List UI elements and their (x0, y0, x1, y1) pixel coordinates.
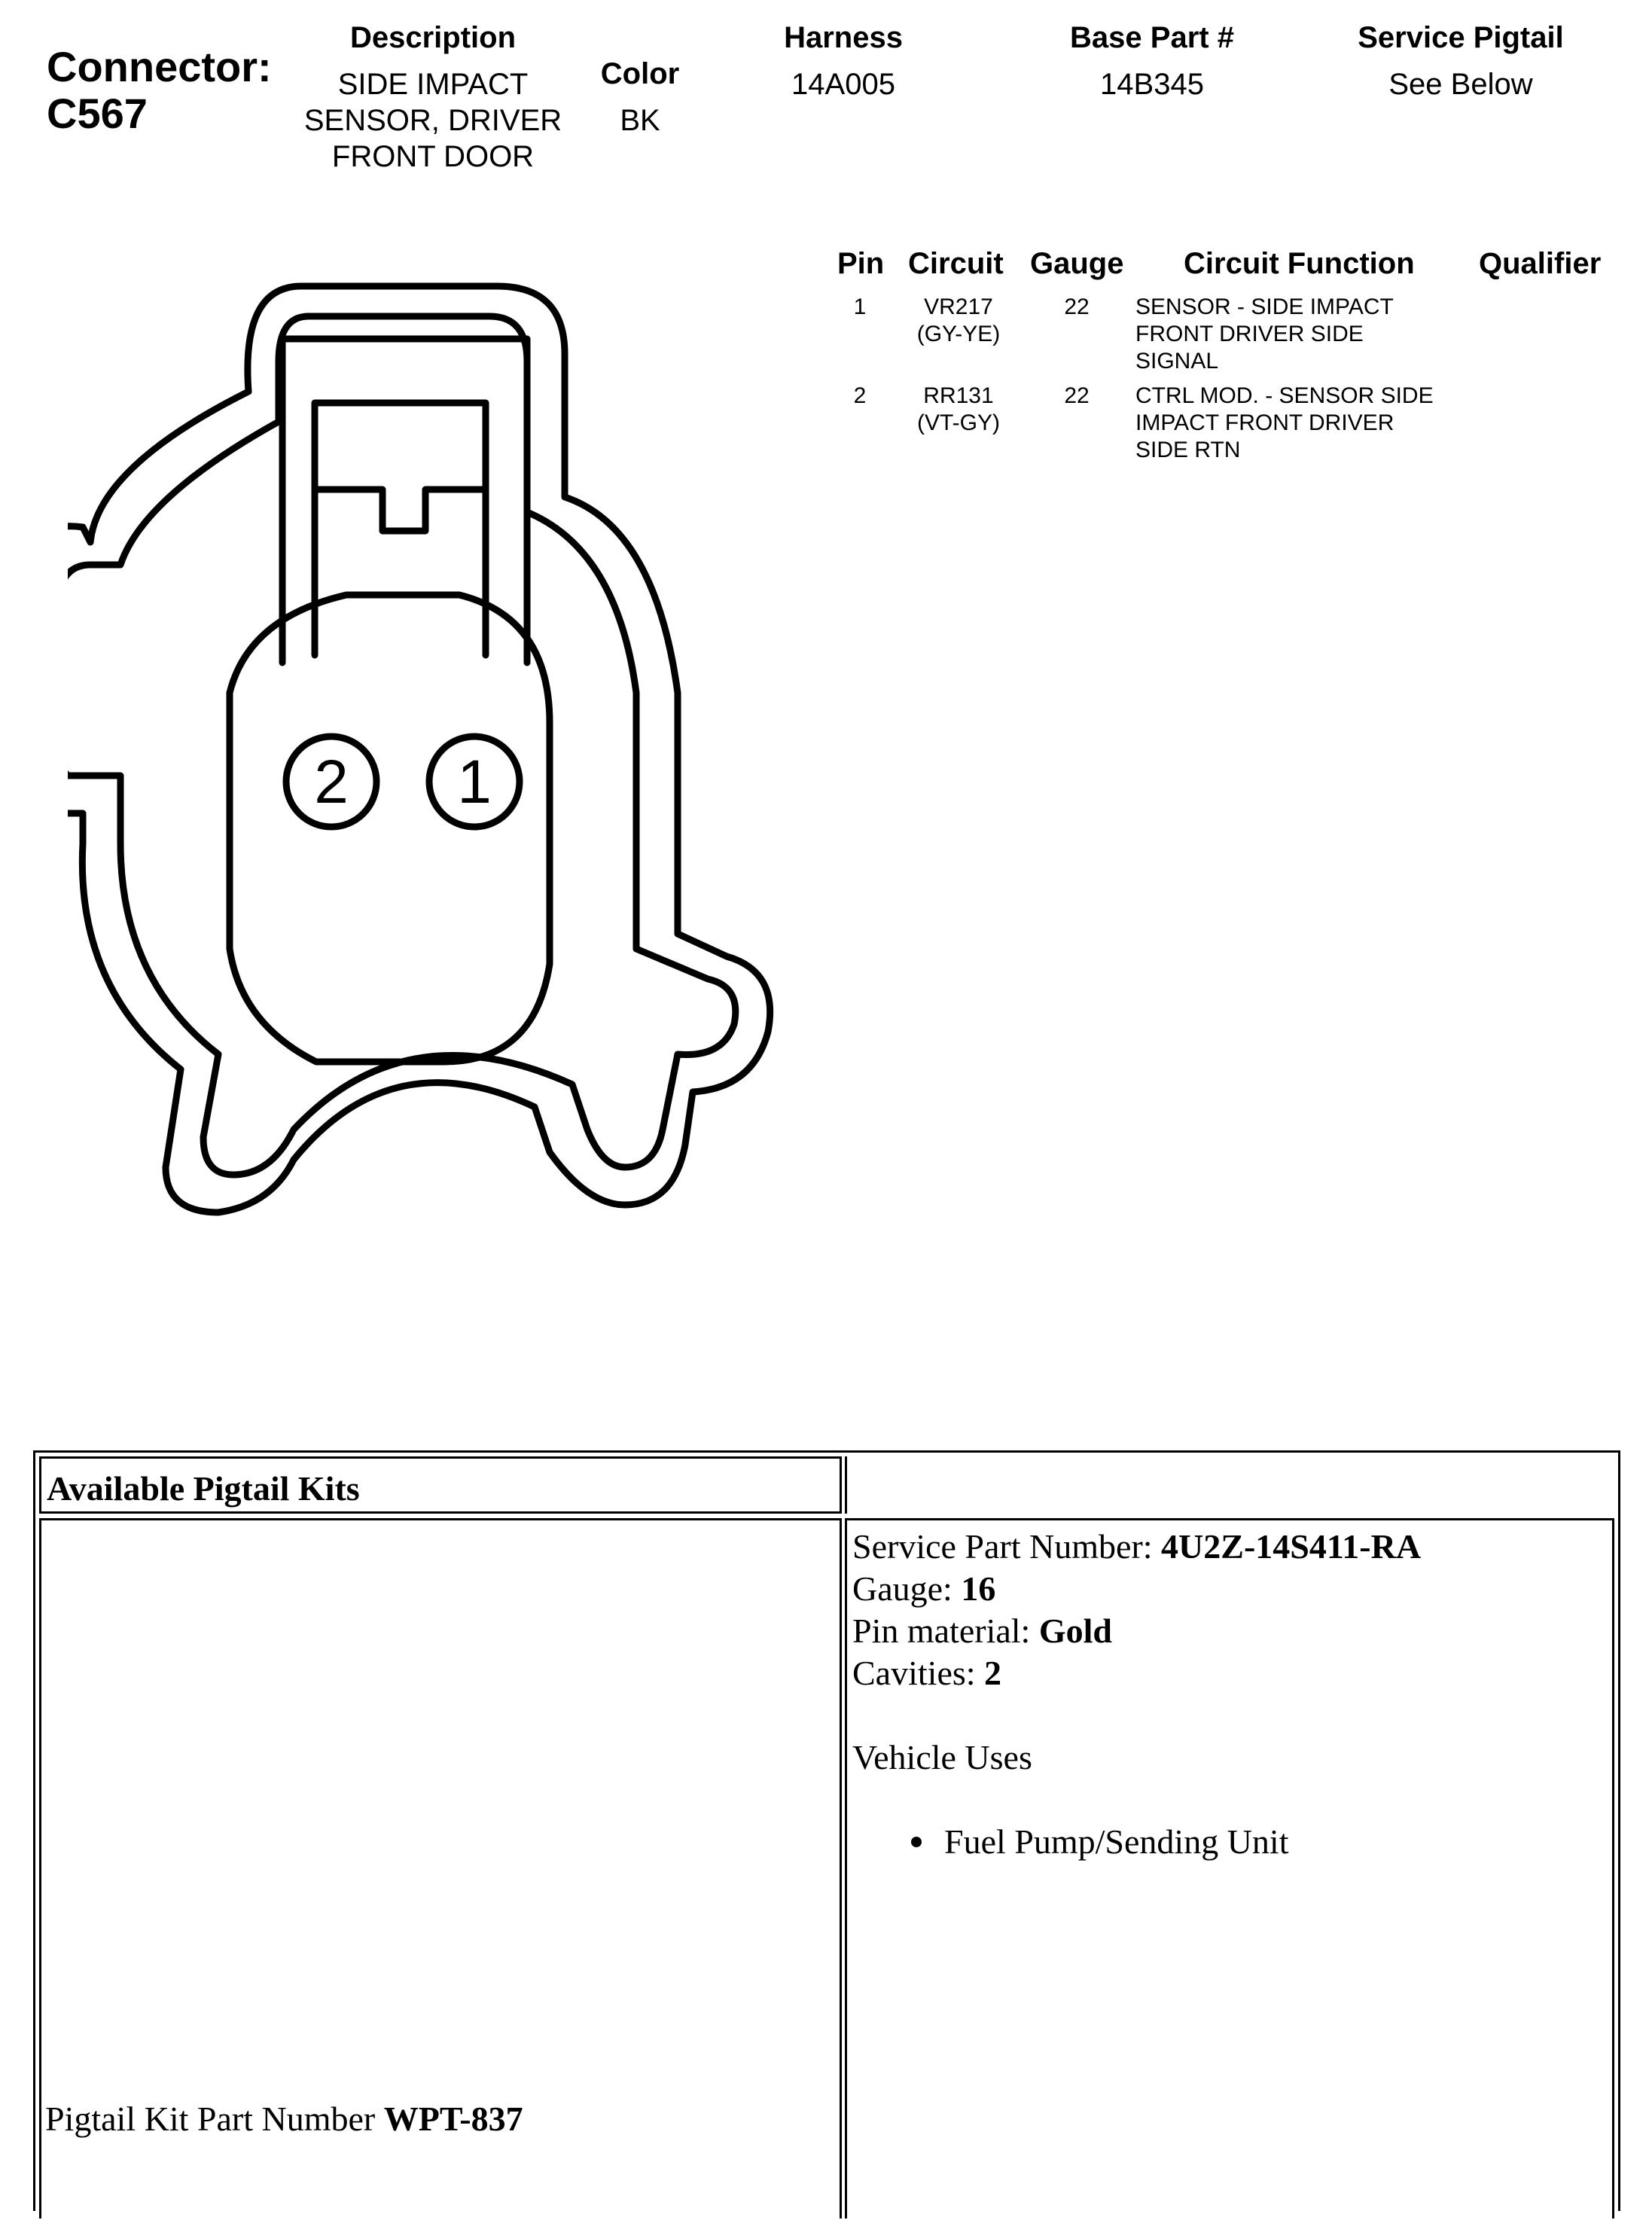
connector-id: C567 (47, 90, 148, 137)
connector-title (47, 44, 272, 137)
connector-face-diagram (68, 271, 806, 1250)
service-pigtail-header: Service Pigtail (1358, 21, 1564, 54)
service-pigtail-value: See Below (1388, 68, 1533, 101)
kit-part-label: Pigtail Kit Part Number (45, 2100, 384, 2138)
gauge-cell: 22 (1064, 383, 1090, 408)
vehicle-use-label: Fuel Pump/Sending Unit (944, 1822, 1289, 1861)
function-line: SIGNAL (1135, 349, 1219, 374)
pin-number: 1 (853, 294, 867, 319)
base-part-value: 14B345 (1100, 68, 1204, 101)
function-line: IMPACT FRONT DRIVER (1135, 410, 1394, 435)
housing-inner-outline (68, 316, 736, 1175)
description-line-3: FRONT DOOR (331, 140, 535, 173)
pin-number: 2 (853, 383, 867, 408)
vehicle-uses-heading: Vehicle Uses (852, 1738, 1032, 1776)
description-header: Description (349, 21, 517, 54)
circuit-code: VR217 (924, 294, 993, 319)
connector-label: Connector: (47, 43, 272, 90)
pin-1-label: 1 (457, 748, 492, 816)
pin-cavity-outline (230, 595, 550, 1062)
harness-header: Harness (784, 21, 903, 54)
spacer (852, 1694, 1605, 1737)
description-value (286, 66, 580, 175)
latch-notch (315, 489, 486, 531)
function-line: FRONT DRIVER SIDE (1135, 322, 1364, 346)
gauge-cell: 22 (1064, 294, 1090, 319)
circuit-colors: (VT-GY) (917, 410, 1000, 435)
pin-material-value: Gold (1038, 1612, 1112, 1650)
function-line: SIDE RTN (1135, 438, 1241, 462)
description-line-2: SENSOR, DRIVER (303, 104, 562, 137)
cavities-line (852, 1652, 1605, 1694)
description-line-1: SIDE IMPACT (337, 68, 529, 101)
circuit-function-header: Circuit Function (1184, 247, 1415, 280)
circuit-function-cell (1135, 294, 1482, 375)
service-part-line (852, 1526, 1605, 1568)
gauge-label: Gauge: (852, 1569, 962, 1608)
cavities-label: Cavities: (852, 1654, 985, 1692)
base-part-header: Base Part # (1070, 21, 1234, 54)
vehicle-use-item (852, 1821, 1605, 1863)
pin-2-label: 2 (314, 748, 349, 816)
housing-outer-outline (68, 286, 770, 1212)
gauge-header: Gauge (1030, 247, 1124, 280)
circuit-colors: (GY-YE) (916, 322, 1001, 346)
pin-material-label: Pin material: (852, 1612, 1039, 1650)
bullet-icon (911, 1837, 922, 1847)
harness-value: 14A005 (791, 68, 895, 101)
spacer (852, 1779, 1605, 1821)
circuit-code: RR131 (923, 383, 994, 408)
gauge-value: 16 (961, 1569, 996, 1608)
qualifier-header: Qualifier (1479, 247, 1602, 280)
circuit-header: Circuit (908, 247, 1004, 280)
function-line: SENSOR - SIDE IMPACT (1135, 294, 1394, 319)
circuit-cell (895, 294, 1023, 348)
color-header: Color (600, 57, 680, 90)
pigtail-kits-title: Available Pigtail Kits (47, 1469, 360, 1508)
color-value: BK (620, 104, 660, 137)
pigtail-header-right-cell (845, 1456, 1614, 1514)
latch-frame (282, 339, 527, 663)
pigtail-details (852, 1526, 1605, 1863)
gauge-line (852, 1568, 1605, 1610)
service-part-label: Service Part Number: (852, 1527, 1162, 1566)
pin-header: Pin (837, 247, 885, 280)
circuit-cell (895, 383, 1023, 437)
kit-part-number: WPT-837 (383, 2100, 523, 2138)
service-part-number: 4U2Z-14S411-RA (1161, 1527, 1422, 1566)
function-line: CTRL MOD. - SENSOR SIDE (1135, 383, 1434, 408)
pigtail-kit-part-line (45, 2098, 523, 2140)
pin-material-line (852, 1610, 1605, 1652)
circuit-function-cell (1135, 383, 1482, 464)
cavities-value: 2 (984, 1654, 1002, 1692)
